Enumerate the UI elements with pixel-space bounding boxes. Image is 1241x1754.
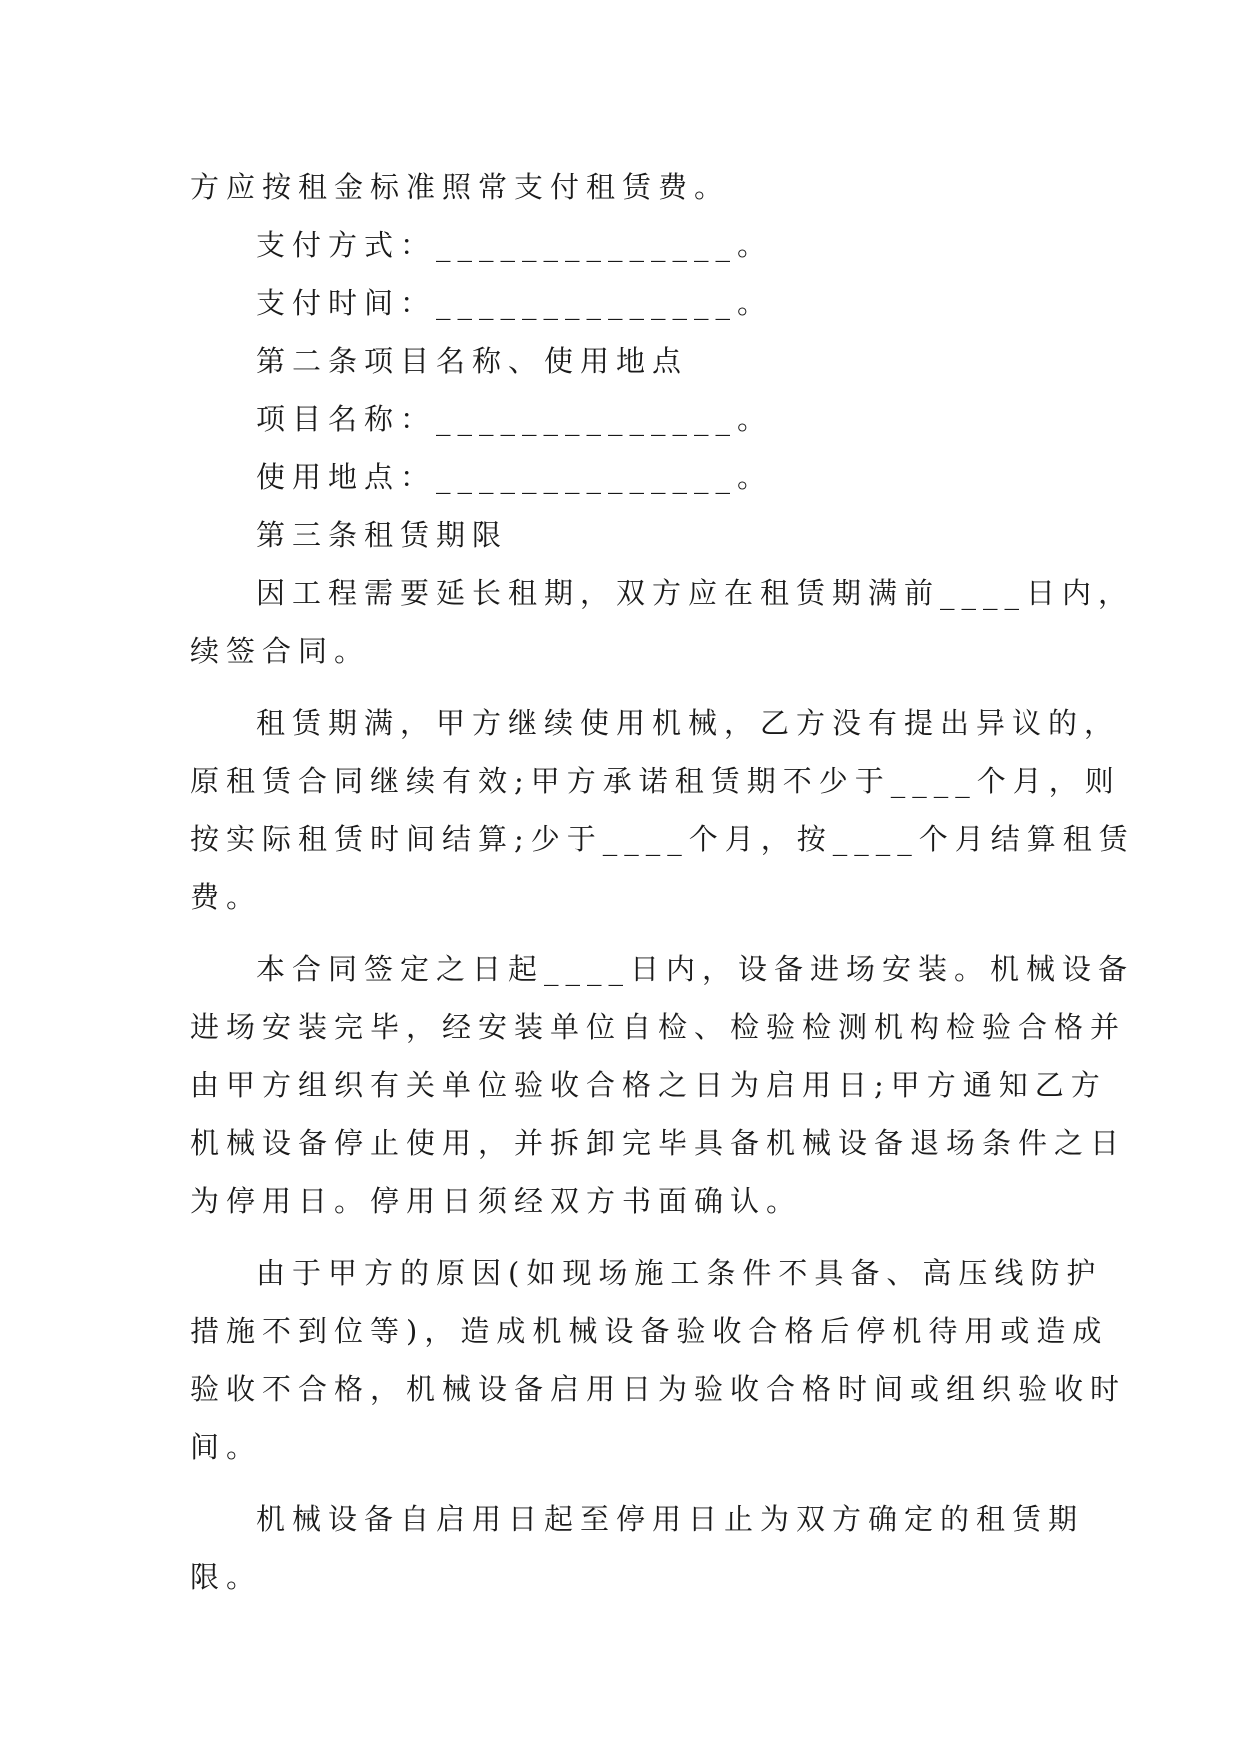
payment-time-line: 支付时间：______________。: [256, 286, 774, 320]
text-line: 租赁期满，甲方继续使用机械，乙方没有提出异议的，: [256, 706, 1121, 740]
usage-location-line: 使用地点：______________。: [256, 460, 774, 494]
payment-method-line: 支付方式：______________。: [256, 228, 774, 262]
text-line: 由于甲方的原因(如现场施工条件不具备、高压线防护: [256, 1256, 1103, 1290]
document-body: [190, 158, 1135, 1606]
text-line: 验收不合格，机械设备启用日为验收合格时间或组织验收时: [190, 1372, 1127, 1406]
text-line: 措施不到位等)，造成机械设备验收合格后停机待用或造成: [190, 1314, 1109, 1348]
text-line: 机械设备停止使用，并拆卸完毕具备机械设备退场条件之日: [190, 1126, 1127, 1160]
text-line: 间。: [190, 1430, 263, 1464]
text-line: 由甲方组织有关单位验收合格之日为启用日;甲方通知乙方: [190, 1068, 1107, 1102]
text-line: 机械设备自启用日起至停用日止为双方确定的租赁期: [256, 1502, 1085, 1536]
text-line: 限。: [190, 1560, 263, 1594]
project-name-line: 项目名称：______________。: [256, 402, 774, 436]
text-line: 按实际租赁时间结算;少于____个月，按____个月结算租赁: [190, 822, 1135, 856]
text-line: 续签合同。: [190, 634, 371, 668]
text-line: 进场安装完毕，经安装单位自检、检验检测机构检验合格并: [190, 1010, 1127, 1044]
text-line: 为停用日。停用日须经双方书面确认。: [190, 1184, 803, 1218]
text-line: 费。: [190, 880, 263, 914]
text-line: 因工程需要延长租期，双方应在租赁期满前____日内，: [256, 576, 1135, 610]
text-line: 原租赁合同继续有效;甲方承诺租赁期不少于____个月，则: [190, 764, 1121, 798]
text-line: 本合同签定之日起____日内，设备进场安装。机械设备: [256, 952, 1135, 986]
section-heading: 第二条项目名称、使用地点: [256, 344, 689, 378]
section-heading: 第三条租赁期限: [256, 518, 509, 552]
text-line: 方应按租金标准照常支付租赁费。: [190, 170, 731, 204]
